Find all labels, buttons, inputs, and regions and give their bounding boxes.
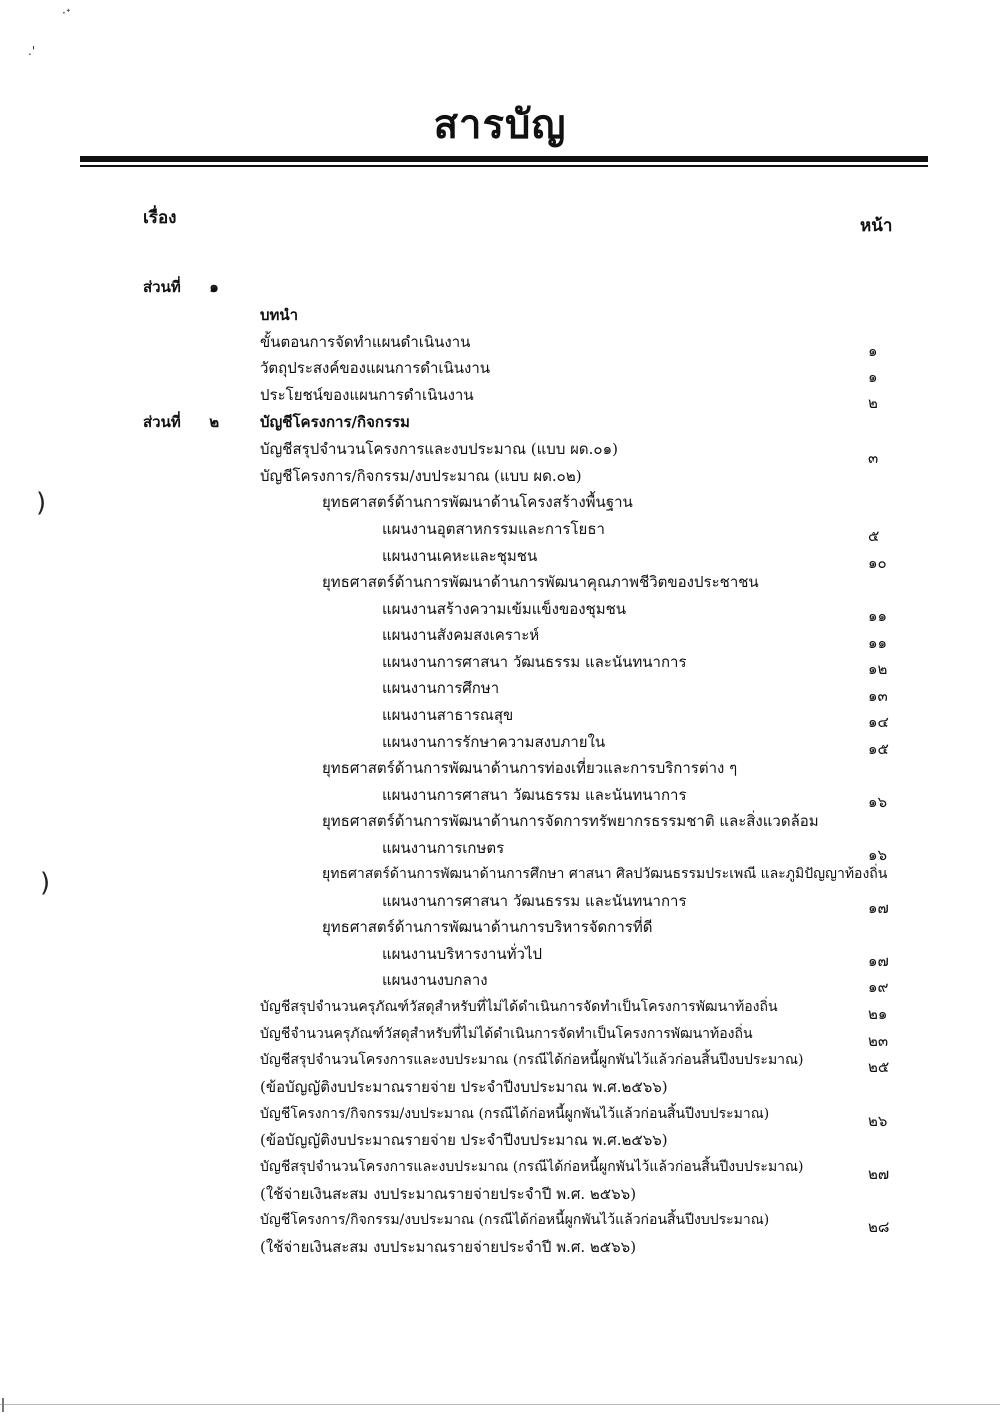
part-label-text: ส่วนที่ — [143, 413, 181, 431]
toc-page-number: ๒๑ — [868, 1005, 888, 1023]
toc-entry-text: บัญชีโครงการ/กิจกรรม/งบประมาณ (กรณีได้ก่อหนี้ผูกพันไว้แล้วก่อนสิ้นปีงบประมาณ) — [260, 1212, 770, 1228]
toc-page-number: ๕ — [868, 527, 880, 545]
toc-entry-text: บัญชีโครงการ/กิจกรรม — [260, 413, 410, 431]
binder-hole-mark: ) — [36, 488, 47, 518]
toc-entry-text: บัญชีจำนวนครุภัณฑ์วัสดุสำหรับที่ไม่ได้ดำเนินการจัดทำเป็นโครงการพัฒนาท้องถิ่น — [260, 1026, 753, 1042]
toc-page-number: ๑๒ — [868, 660, 888, 678]
toc-page-number: ๑๙ — [868, 978, 889, 996]
part-number: ๒ — [209, 413, 220, 431]
toc-entry-text: แผนงานการศาสนา วัฒนธรรม และนันทนาการ — [382, 653, 687, 671]
toc-entry-text: ยุทธศาสตร์ด้านการพัฒนาด้านการท่องเที่ยวและการบริการต่าง ๆ — [322, 759, 738, 777]
toc-entry-text: บัญชีสรุปจำนวนครุภัณฑ์วัสดุสำหรับที่ไม่ได้ดำเนินการจัดทำเป็นโครงการพัฒนาท้องถิ่น — [260, 999, 778, 1015]
toc-page-number: ๒๘ — [868, 1218, 890, 1236]
page-title: สารบัญ — [433, 101, 567, 148]
binder-hole-mark: ) — [40, 868, 51, 898]
toc-page-number: ๑๕ — [868, 740, 889, 758]
toc-page-number: ๒๕ — [868, 1058, 890, 1076]
toc-entry-text: (ใช้จ่ายเงินสะสม งบประมาณรายจ่ายประจำปี พ.ศ. ๒๕๖๖) — [260, 1185, 637, 1203]
title-rule-thick — [80, 156, 928, 162]
toc-page-number: ๑๗ — [868, 952, 889, 970]
toc-entry-text: แผนงานการเกษตร — [382, 839, 505, 857]
toc-page-number: ๑๑ — [868, 634, 888, 652]
toc-page-number: ๒๖ — [868, 1112, 888, 1130]
toc-page-number: ๒ — [868, 394, 878, 412]
toc-entry-text: แผนงานสาธารณสุข — [382, 706, 514, 724]
part-number: ๑ — [209, 278, 219, 296]
toc-entry-text: แผนงานสร้างความเข้มแข็งของชุมชน — [382, 600, 627, 618]
scan-speck-mark: .' — [28, 44, 36, 58]
toc-entry-text: ยุทธศาสตร์ด้านการพัฒนาด้านโครงสร้างพื้นฐาน — [322, 493, 633, 511]
toc-page-number: ๑๔ — [868, 713, 889, 731]
toc-page-number: ๓ — [868, 449, 879, 467]
toc-entry-text: แผนงานการศาสนา วัฒนธรรม และนันทนาการ — [382, 892, 687, 910]
part-label-text: ส่วนที่ — [143, 278, 181, 296]
toc-entry-text: บัญชีโครงการ/กิจกรรม/งบประมาณ (กรณีได้ก่อหนี้ผูกพันไว้แล้วก่อนสิ้นปีงบประมาณ) — [260, 1106, 770, 1122]
toc-page-number: ๒๗ — [868, 1165, 890, 1183]
toc-page-number: ๑๐ — [868, 554, 887, 572]
toc-entry-text: บัญชีสรุปจำนวนโครงการและงบประมาณ (แบบ ผด.๐๑) — [260, 440, 618, 458]
toc-entry-text: แผนงานบริหารงานทั่วไป — [382, 945, 543, 963]
toc-entry-text: (ใช้จ่ายเงินสะสม งบประมาณรายจ่ายประจำปี พ.ศ. ๒๕๖๖) — [260, 1238, 637, 1256]
toc-entry-text: แผนงานการรักษาความสงบภายใน — [382, 733, 606, 751]
toc-entry-text: บัญชีสรุปจำนวนโครงการและงบประมาณ (กรณีได้ก่อหนี้ผูกพันไว้แล้วก่อนสิ้นปีงบประมาณ) — [260, 1159, 804, 1175]
toc-entry-text: แผนงานเคหะและชุมชน — [382, 547, 538, 565]
toc-entry-text: บัญชีสรุปจำนวนโครงการและงบประมาณ (กรณีได้ก่อหนี้ผูกพันไว้แล้วก่อนสิ้นปีงบประมาณ) — [260, 1052, 804, 1068]
toc-page-number: ๑๓ — [868, 687, 888, 705]
toc-entry-text: แผนงานการศาสนา วัฒนธรรม และนันทนาการ — [382, 786, 687, 804]
toc-entry-text: แผนงานสังคมสงเคราะห์ — [382, 626, 540, 644]
toc-entry-text: บทนำ — [260, 306, 299, 324]
toc-entry-text: ขั้นตอนการจัดทำแผนดำเนินงาน — [260, 333, 471, 351]
toc-entry-text: บัญชีโครงการ/กิจกรรม/งบประมาณ (แบบ ผด.๐๒) — [260, 467, 582, 485]
toc-entry-text: ยุทธศาสตร์ด้านการพัฒนาด้านการบริหารจัดการที่ดี — [322, 918, 653, 936]
toc-entry-text: ยุทธศาสตร์ด้านการพัฒนาด้านการจัดการทรัพยากรธรรมชาติ และสิ่งแวดล้อม — [322, 812, 819, 830]
toc-entry-text: (ข้อบัญญัติงบประมาณรายจ่าย ประจำปีงบประมาณ พ.ศ.๒๕๖๖) — [260, 1078, 668, 1096]
toc-entry-text: แผนงานอุตสาหกรรมและการโยธา — [382, 520, 605, 538]
toc-entry-text: วัตถุประสงค์ของแผนการดำเนินงาน — [260, 359, 491, 377]
scan-edge-tick — [2, 1398, 4, 1412]
toc-entry-text: แผนงานการศึกษา — [382, 679, 500, 697]
scan-speck-mark: ·ᐩ — [62, 6, 71, 20]
part-1-label — [143, 275, 219, 299]
scan-edge-line — [0, 1404, 1000, 1405]
toc-page-number: ๒๓ — [868, 1032, 889, 1050]
toc-page-number: ๑๗ — [868, 899, 889, 917]
toc-page-number: ๑ — [868, 368, 878, 386]
title-rule-thin — [80, 165, 928, 167]
toc-entry-text: ยุทธศาสตร์ด้านการพัฒนาด้านการศึกษา ศาสนา ศิลปวัฒนธรรมประเพณี และภูมิปัญญาท้องถิ่น — [322, 866, 888, 882]
toc-page-number: ๑๖ — [868, 846, 888, 864]
page-column-header: หน้า — [860, 216, 893, 236]
subject-column-header: เรื่อง — [143, 208, 177, 228]
toc-entry-text: แผนงานงบกลาง — [382, 971, 488, 989]
toc-entry-text: (ข้อบัญญัติงบประมาณรายจ่าย ประจำปีงบประมาณ พ.ศ.๒๕๖๖) — [260, 1131, 668, 1149]
toc-entry-text: ประโยชน์ของแผนการดำเนินงาน — [260, 386, 474, 404]
toc-page-number: ๑ — [868, 342, 878, 360]
toc-page-number: ๑๖ — [868, 793, 888, 811]
toc-page-number: ๑๑ — [868, 607, 888, 625]
part-2-label — [143, 410, 219, 434]
toc-entry-text: ยุทธศาสตร์ด้านการพัฒนาด้านการพัฒนาคุณภาพชีวิตของประชาชน — [322, 573, 759, 591]
